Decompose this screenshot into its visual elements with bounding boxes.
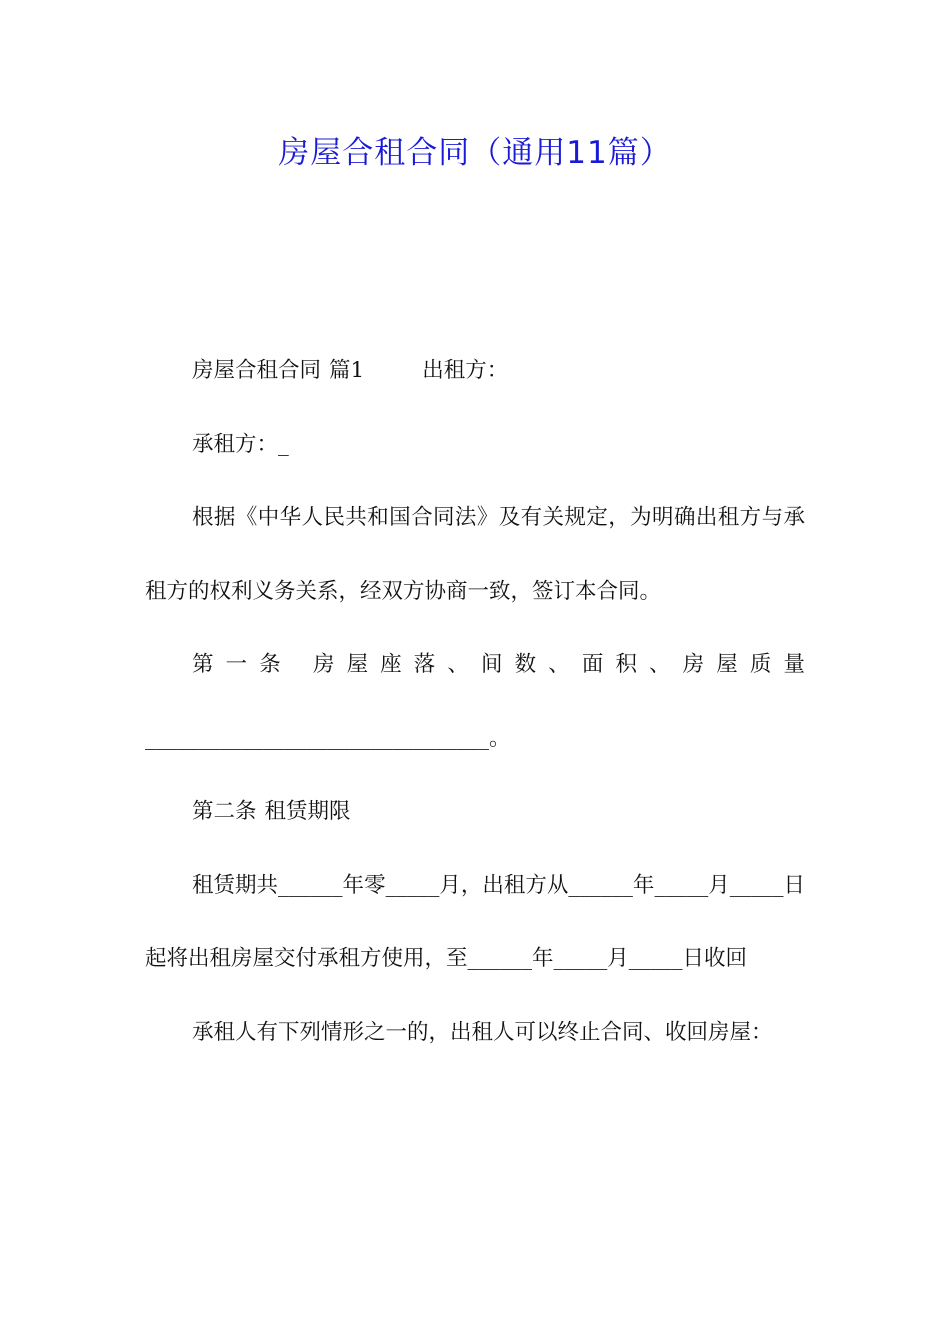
article-1-text: 房屋座落、间数、面积、房屋质量________________________________。 (145, 652, 805, 751)
section-heading-line (145, 334, 805, 408)
lessee-line: 承租方：_ (192, 431, 289, 457)
document-title: 房屋合租合同（通用11篇） (278, 135, 672, 171)
section-heading: 房屋合租合同 (192, 358, 322, 383)
document-body (145, 334, 805, 1069)
lessor-label: 出租方： (422, 358, 509, 383)
article-1-label: 第一条 (192, 652, 293, 677)
article-2-text: 租赁期限 (264, 799, 351, 824)
article-2 (145, 775, 805, 849)
section-number: 篇1 (329, 358, 365, 383)
intro-paragraph: 根据《中华人民共和国合同法》及有关规定，为明确出租方与承租方的权利义务关系，经双方协商一致，签订本合同。 (145, 505, 805, 604)
article-1 (145, 628, 805, 775)
termination-paragraph: 承租人有下列情形之一的，出租人可以终止合同、收回房屋： (192, 1019, 773, 1045)
article-2-label: 第二条 (192, 799, 257, 824)
lease-term-paragraph: 租赁期共______年零_____月，出租方从______年_____月_____日起将出租房屋交付承租方使用，至______年_____月_____日收回 (145, 872, 805, 971)
